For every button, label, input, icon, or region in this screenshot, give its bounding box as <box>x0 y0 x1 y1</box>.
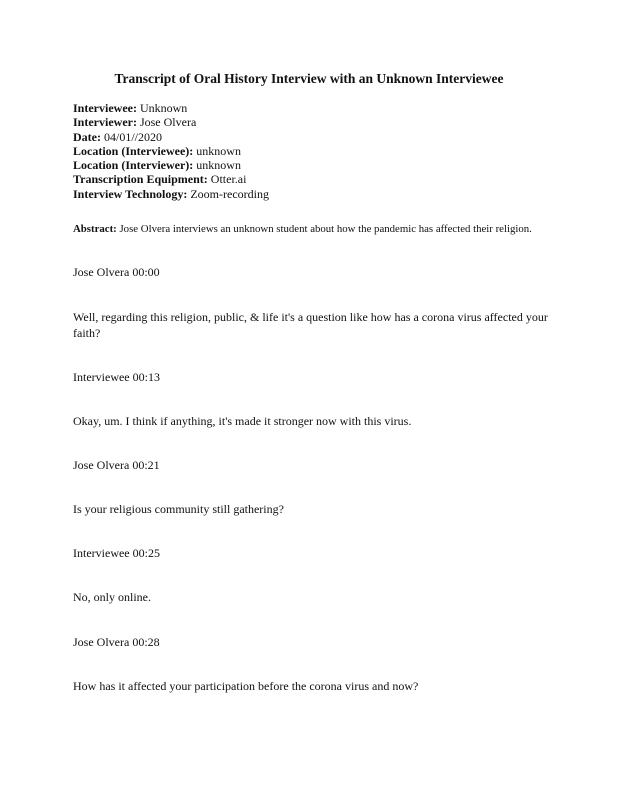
utterance: Okay, um. I think if anything, it's made it stronger now with this virus. <box>73 414 412 428</box>
speaker-line: Interviewee 00:25 <box>73 546 160 560</box>
utterance: How has it affected your participation before the corona virus and now? <box>73 679 419 693</box>
meta-transcription-equipment: Transcription Equipment: Otter.ai <box>73 172 247 187</box>
meta-interviewer: Interviewer: Jose Olvera <box>73 115 197 130</box>
utterance: Is your religious community still gathering? <box>73 502 284 516</box>
speaker-line: Jose Olvera 00:00 <box>73 265 160 279</box>
meta-location-interviewer: Location (Interviewer): unknown <box>73 158 241 173</box>
meta-date: Date: 04/01//2020 <box>73 129 162 144</box>
utterance: Well, regarding this religion, public, & life it's a question like how has a corona virus affected your faith? <box>73 310 548 340</box>
abstract: Abstract: Jose Olvera interviews an unknown student about how the pandemic has affected their religion. <box>73 223 532 235</box>
utterance: No, only online. <box>73 590 151 604</box>
meta-interview-technology: Interview Technology: Zoom-recording <box>73 186 269 201</box>
interview-metadata <box>73 101 269 201</box>
speaker-line: Jose Olvera 00:28 <box>73 635 160 649</box>
meta-interviewee: Interviewee: Unknown <box>73 101 188 115</box>
speaker-line: Jose Olvera 00:21 <box>73 458 160 472</box>
document-title: Transcript of Oral History Interview with an Unknown Interviewee <box>114 71 504 86</box>
speaker-line: Interviewee 00:13 <box>73 370 160 384</box>
meta-location-interviewee: Location (Interviewee): unknown <box>73 143 241 158</box>
